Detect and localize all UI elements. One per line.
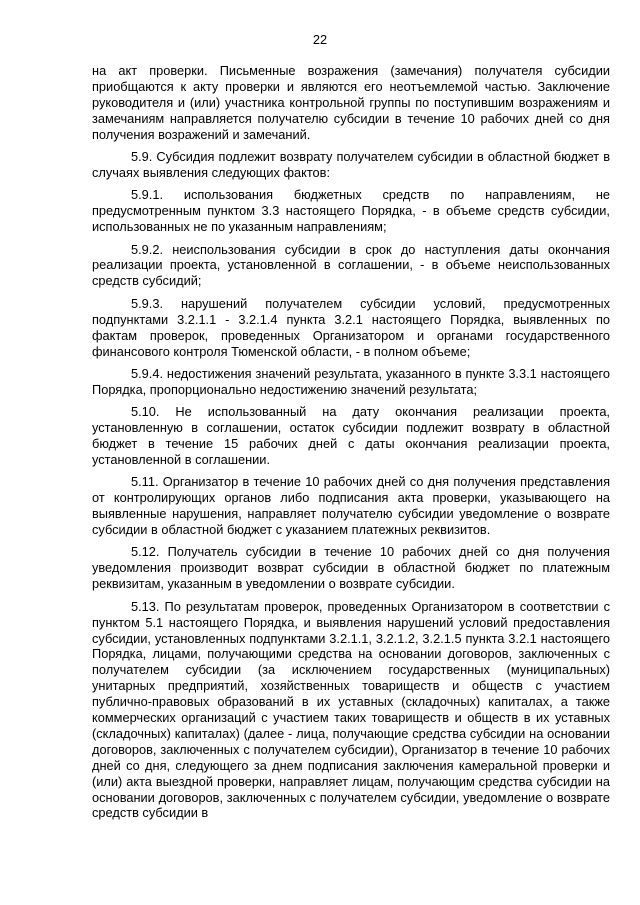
paragraph-continuation: на акт проверки. Письменные возражения (замечания) получателя субсидии приобщаются к акту проверки и являются его неотъемлемой частью. Заключение руководителя и (или) участника контрольной группы по поступившим возражениям и замечаниям направляется получателю субсидии в течение 10 рабочих дней со дня получения возражений и замечаний. xyxy=(92,63,610,142)
paragraph-5-11: 5.11. Организатор в течение 10 рабочих дней со дня получения представления от контролирующих органов либо подписания акта проверки, указывающего на выявленные нарушения, направляет получателю субсидии уведомление о возврате субсидии в областной бюджет с указанием платежных реквизитов. xyxy=(92,474,610,538)
paragraph-5-9-1: 5.9.1. использования бюджетных средств по направлениям, не предусмотренным пунктом 3.3 настоящего Порядка, - в объеме средств субсидии, использованных не по указанным направлениям; xyxy=(92,187,610,235)
paragraph-5-9-4: 5.9.4. недостижения значений результата, указанного в пункте 3.3.1 настоящего Порядка, пропорционально недостижению значений результата; xyxy=(92,365,610,397)
page-number: 22 xyxy=(312,32,328,47)
paragraph-5-13: 5.13. По результатам проверок, проведенных Организатором в соответствии с пунктом 5.1 настоящего Порядка, и выявления нарушений условий предоставления субсидии, установленных подпунктами 3.2.1.1, 3.2.1.2, 3.2.1.5 пункта 3.2.1 настоящего Порядка, лицами, получающими средства на основании договоров, заключенных с получателем субсидии (за исключением государственных (муниципальных) унитарных предприятий, хозяйственных товариществ и обществ с участием публично-правовых образований в их уставных (складочных) капиталах, а также коммерческих организаций с участием таких товариществ и обществ в их уставных (складочных) капиталах) (далее - лица, получающие средства субсидии на основании договоров, заключенных с получателем субсидии), Организатор в течение 10 рабочих дней со дня, следующего за днем подписания заключения камеральной проверки и (или) акта выездной проверки, направляет лицам, получающим средства субсидии на основании договоров, заключенных с получателем субсидии, уведомление о возврате средств субсидии в xyxy=(92,598,610,821)
paragraph-5-12: 5.12. Получатель субсидии в течение 10 рабочих дней со дня получения уведомления производит возврат субсидии в областной бюджет по платежным реквизитам, указанным в уведомлении о возврате субсидии. xyxy=(92,544,610,592)
document-body xyxy=(92,63,610,828)
paragraph-5-9-3: 5.9.3. нарушений получателем субсидии условий, предусмотренных подпунктами 3.2.1.1 - 3.2.1.4 пункта 3.2.1 настоящего Порядка, выявленных по фактам проверок, проведенных Организатором и органами государственного финансового контроля Тюменской области, - в полном объеме; xyxy=(92,295,610,359)
paragraph-5-9: 5.9. Субсидия подлежит возврату получателем субсидии в областной бюджет в случаях выявления следующих фактов: xyxy=(92,149,610,180)
paragraph-5-9-2: 5.9.2. неиспользования субсидии в срок до наступления даты окончания реализации проекта, установленной в соглашении, - в объеме неиспользованных средств субсидий; xyxy=(92,241,610,289)
paragraph-5-10: 5.10. Не использованный на дату окончания реализации проекта, установленную в соглашении, остаток субсидии подлежит возврату в областной бюджет в течение 15 рабочих дней с даты окончания реализации проекта, установленной в соглашении. xyxy=(92,404,610,467)
